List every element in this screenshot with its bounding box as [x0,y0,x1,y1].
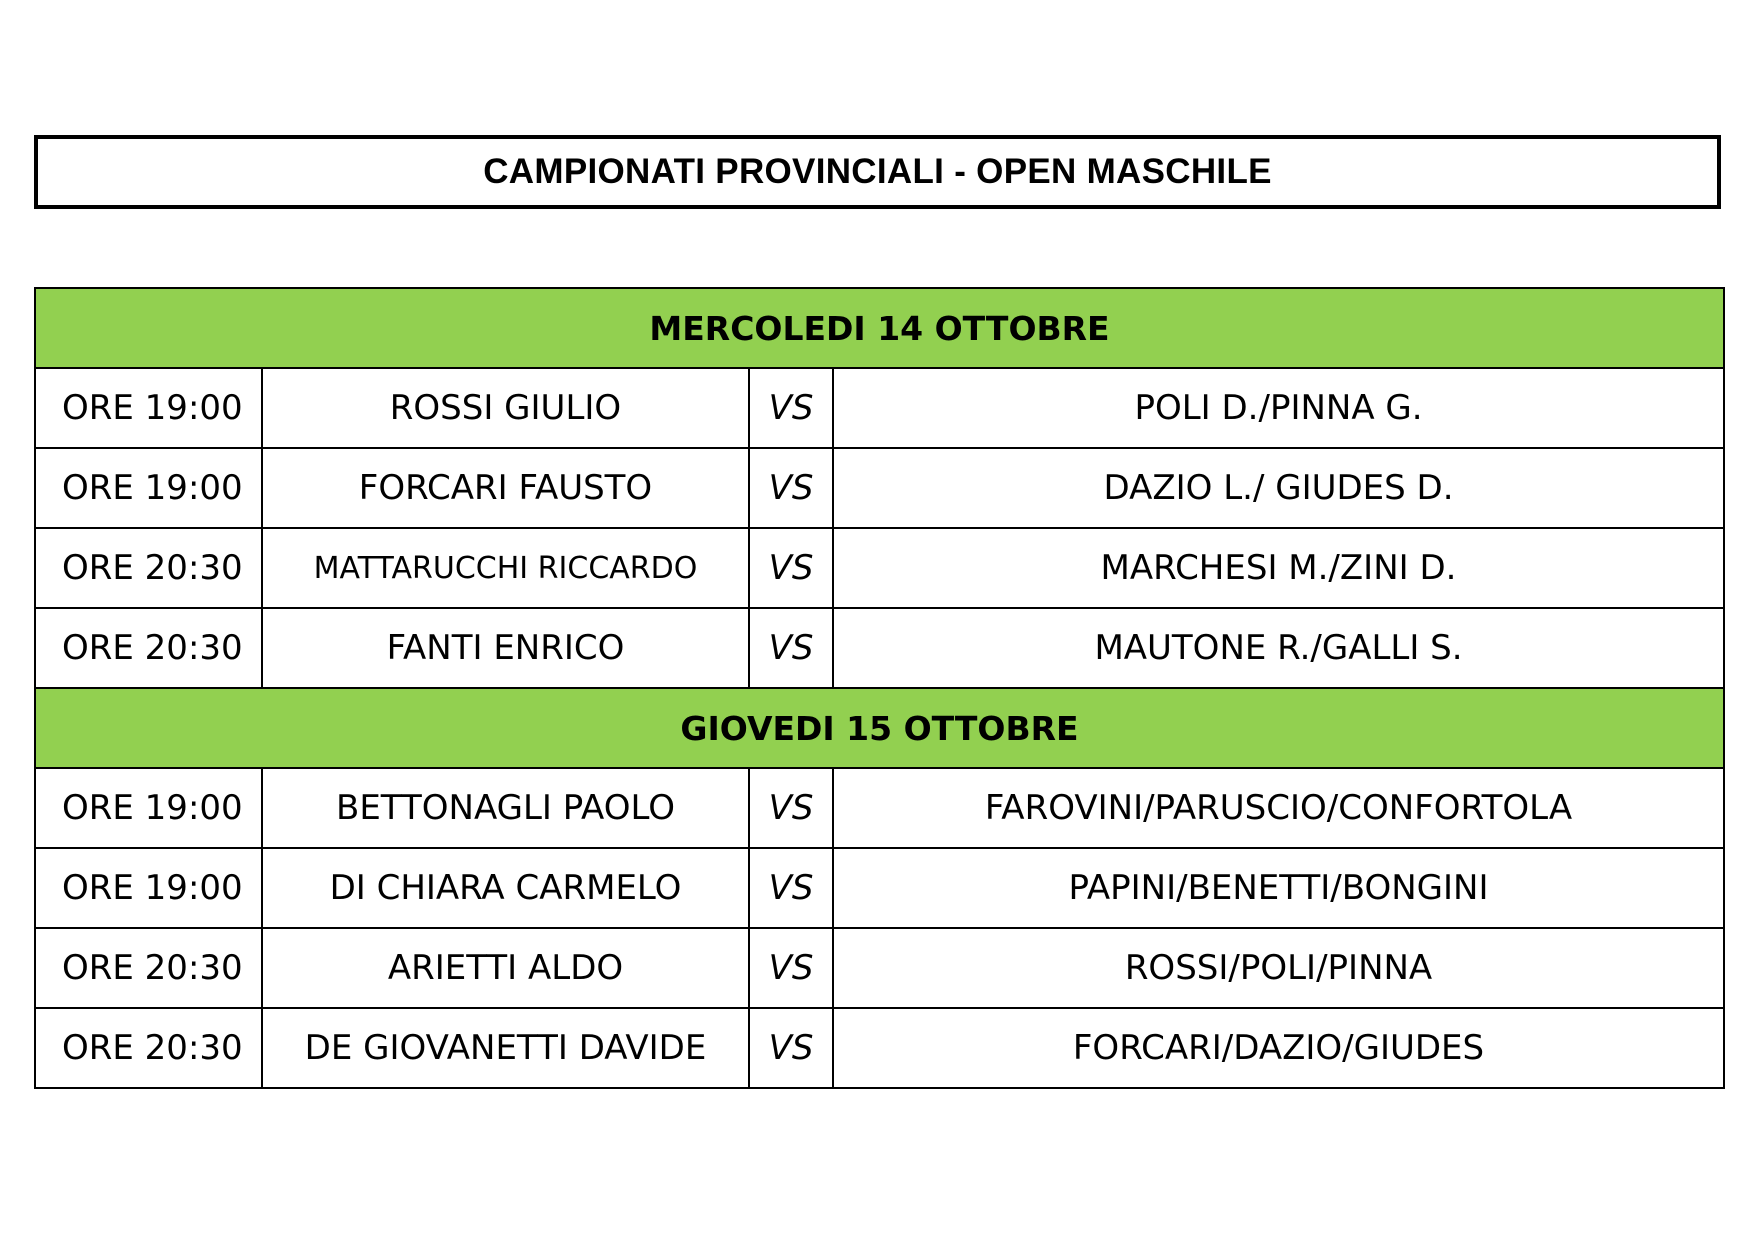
match-player: ROSSI GIULIO [262,368,749,448]
match-opponent: DAZIO L./ GIUDES D. [833,448,1724,528]
match-vs: VS [749,928,833,1008]
match-time: ORE 19:00 [35,768,262,848]
match-vs: VS [749,448,833,528]
match-opponent: ROSSI/POLI/PINNA [833,928,1724,1008]
day-header: GIOVEDI 15 OTTOBRE [35,688,1724,768]
match-row [35,448,1724,528]
match-time: ORE 19:00 [35,448,262,528]
match-row [35,368,1724,448]
match-vs: VS [749,848,833,928]
match-opponent: MARCHESI M./ZINI D. [833,528,1724,608]
match-row [35,768,1724,848]
match-opponent: FORCARI/DAZIO/GIUDES [833,1008,1724,1088]
match-vs: VS [749,368,833,448]
match-row [35,848,1724,928]
match-row [35,528,1724,608]
match-vs: VS [749,1008,833,1088]
match-time: ORE 20:30 [35,528,262,608]
match-player: ARIETTI ALDO [262,928,749,1008]
title-box [34,135,1721,209]
match-opponent: POLI D./PINNA G. [833,368,1724,448]
match-player: FANTI ENRICO [262,608,749,688]
match-opponent: PAPINI/BENETTI/BONGINI [833,848,1724,928]
match-player: FORCARI FAUSTO [262,448,749,528]
match-opponent: FAROVINI/PARUSCIO/CONFORTOLA [833,768,1724,848]
match-time: ORE 20:30 [35,1008,262,1088]
match-time: ORE 20:30 [35,608,262,688]
day-header-row [35,288,1724,368]
match-opponent: MAUTONE R./GALLI S. [833,608,1724,688]
match-vs: VS [749,528,833,608]
day-header: MERCOLEDI 14 OTTOBRE [35,288,1724,368]
match-row [35,928,1724,1008]
match-time: ORE 20:30 [35,928,262,1008]
match-time: ORE 19:00 [35,848,262,928]
match-player: MATTARUCCHI RICCARDO [262,528,749,608]
match-row [35,1008,1724,1088]
day-header-row [35,688,1724,768]
schedule-table [34,287,1725,1089]
match-vs: VS [749,608,833,688]
match-time: ORE 19:00 [35,368,262,448]
match-row [35,608,1724,688]
match-vs: VS [749,768,833,848]
match-player: BETTONAGLI PAOLO [262,768,749,848]
match-player: DI CHIARA CARMELO [262,848,749,928]
page-title: CAMPIONATI PROVINCIALI - OPEN MASCHILE [483,152,1272,191]
match-player: DE GIOVANETTI DAVIDE [262,1008,749,1088]
